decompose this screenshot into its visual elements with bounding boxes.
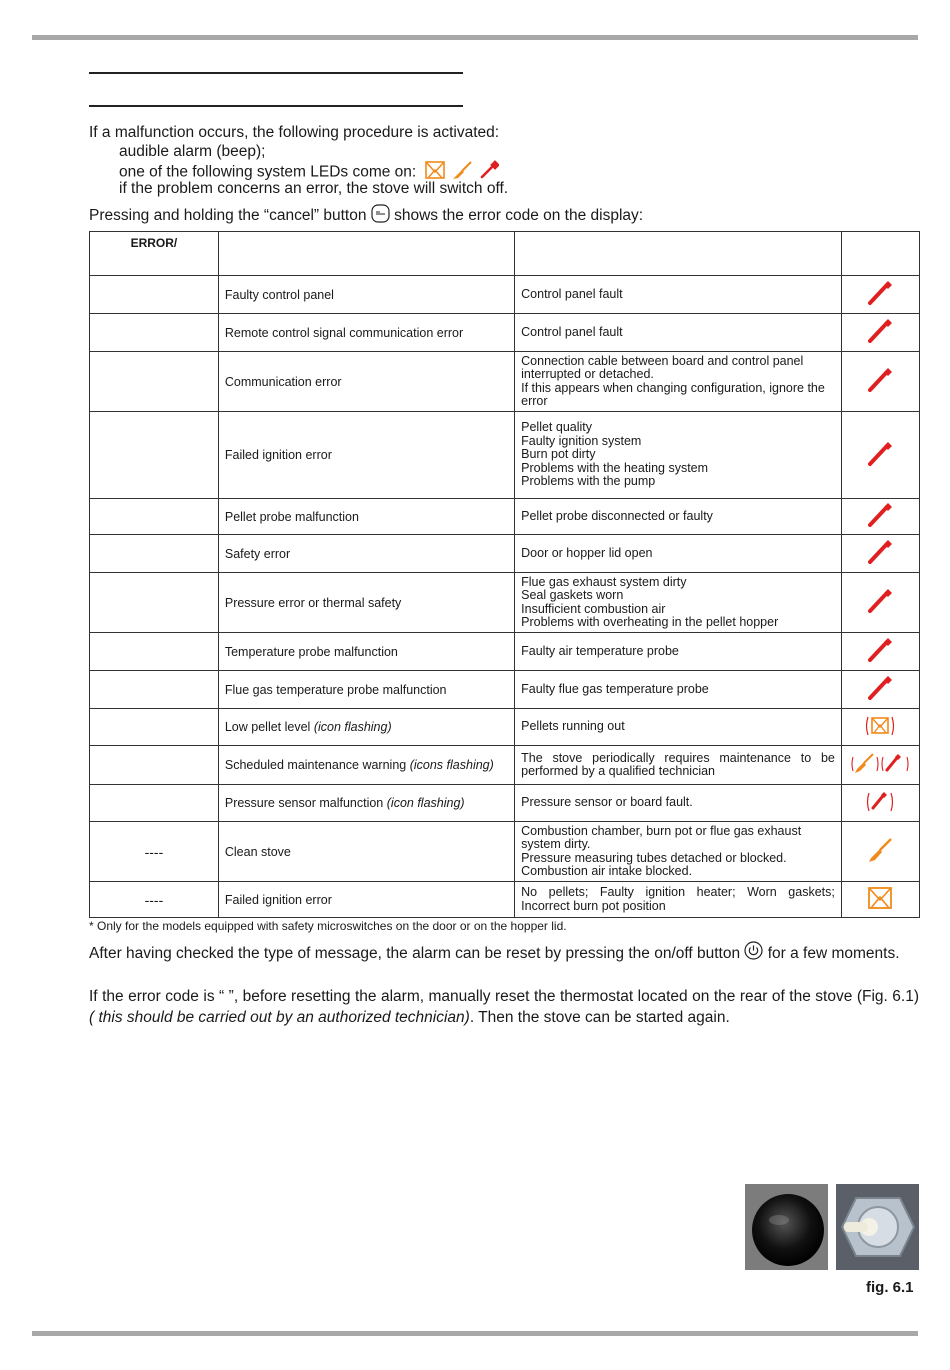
table-row (90, 352, 920, 412)
table-row (90, 633, 920, 671)
cancel-line: Pressing and holding the “cancel” button shows the error code on the display: (89, 204, 643, 228)
header-led (841, 232, 919, 276)
error-cause: Pressure sensor or board fault. (515, 785, 842, 822)
error-code (90, 276, 219, 314)
power-button-icon (744, 941, 763, 967)
error-cause: Control panel fault (515, 276, 842, 314)
table-row (90, 535, 920, 573)
bullet-switch-off: if the problem concerns an error, the stove will switch off. (119, 180, 509, 197)
wrench-icon (841, 535, 919, 573)
error-description: Faulty control panel (218, 276, 514, 314)
table-row (90, 822, 920, 882)
wrench-icon (841, 276, 919, 314)
error-cause: Flue gas exhaust system dirty Seal gaskets worn Insufficient combustion air Problems with overheating in the pellet hopper (515, 573, 842, 633)
heading-rule-2 (89, 105, 463, 107)
error-cause: Faulty air temperature probe (515, 633, 842, 671)
error-cause: Control panel fault (515, 314, 842, 352)
table-row (90, 671, 920, 709)
bottom-divider (32, 1331, 918, 1336)
broom-icon (841, 822, 919, 882)
error-cause: The stove periodically requires maintenance to be performed by a qualified technician (515, 746, 842, 785)
wrench-icon (841, 412, 919, 499)
error-cause: Pellet probe disconnected or faulty (515, 499, 842, 535)
thermostat-uncovered-photo (836, 1184, 919, 1270)
error-cause: Pellet quality Faulty ignition system Burn pot dirty Problems with the heating system Problems with the pump (515, 412, 842, 499)
error-description: Safety error (218, 535, 514, 573)
error-description: Failed ignition error (218, 412, 514, 499)
table-row (90, 412, 920, 499)
table-row (90, 499, 920, 535)
error-code (90, 352, 219, 412)
error-cause: Door or hopper lid open (515, 535, 842, 573)
pellet-flash-icon (841, 709, 919, 746)
error-code (90, 709, 219, 746)
error-description: Scheduled maintenance warning (icons flashing) (218, 746, 514, 785)
error-code (90, 499, 219, 535)
table-row (90, 785, 920, 822)
error-description: Pressure sensor malfunction (icon flashing) (218, 785, 514, 822)
bullet-beep: audible alarm (beep); (119, 143, 266, 160)
broom-wrench-flash-icon (841, 746, 919, 785)
error-description: Failed ignition error (218, 882, 514, 918)
error-description: Temperature probe malfunction (218, 633, 514, 671)
thermostat-paragraph: If the error code is “ ”, before resetting the alarm, manually reset the thermostat located on the rear of the stove (Fig. 6.1) ( this should be carried out by an authorized technician). Then the stove can be started again. (89, 988, 919, 1026)
wrench-icon (841, 633, 919, 671)
error-cause: Combustion chamber, burn pot or flue gas exhaust system dirty. Pressure measuring tubes detached or blocked. Combustion air intake blocked. (515, 822, 842, 882)
error-description: Flue gas temperature probe malfunction (218, 671, 514, 709)
cancel-button-icon (371, 204, 390, 228)
error-description: Communication error (218, 352, 514, 412)
error-code (90, 573, 219, 633)
error-description: Pellet probe malfunction (218, 499, 514, 535)
error-code: ---- (90, 822, 219, 882)
table-row (90, 709, 920, 746)
header-description (218, 232, 514, 276)
error-description: Clean stove (218, 822, 514, 882)
error-code (90, 314, 219, 352)
error-description: Remote control signal communication error (218, 314, 514, 352)
table-row (90, 746, 920, 785)
error-description: Low pellet level (icon flashing) (218, 709, 514, 746)
error-code (90, 633, 219, 671)
wrench-icon (841, 314, 919, 352)
intro-line: If a malfunction occurs, the following procedure is activated: (89, 124, 500, 141)
header-cause (515, 232, 842, 276)
wrench-flash-icon (841, 785, 919, 822)
table-row (90, 882, 920, 918)
wrench-icon (841, 352, 919, 412)
wrench-icon (841, 573, 919, 633)
table-row (90, 573, 920, 633)
thermostat-cap-photo (745, 1184, 828, 1270)
footnote: * Only for the models equipped with safety microswitches on the door or on the hopper lid. (89, 919, 567, 933)
error-code (90, 746, 219, 785)
error-code (90, 671, 219, 709)
reset-paragraph: After having checked the type of message, the alarm can be reset by pressing the on/off button for a few moments. (89, 941, 919, 967)
figure-caption: fig. 6.1 (866, 1279, 914, 1296)
wrench-icon (841, 671, 919, 709)
pellet-icon (841, 882, 919, 918)
header-error: ERROR/ (90, 232, 219, 276)
top-divider (32, 35, 918, 40)
error-code (90, 412, 219, 499)
error-cause: Connection cable between board and control panel interrupted or detached. If this appears when changing configuration, ignore the error (515, 352, 842, 412)
table-row (90, 314, 920, 352)
error-description: Pressure error or thermal safety (218, 573, 514, 633)
heading-rule-1 (89, 72, 463, 74)
error-table (89, 231, 920, 918)
error-code: ---- (90, 882, 219, 918)
wrench-icon (841, 499, 919, 535)
table-row (90, 276, 920, 314)
error-code (90, 785, 219, 822)
error-cause: No pellets; Faulty ignition heater; Worn gaskets; Incorrect burn pot position (515, 882, 842, 918)
error-cause: Faulty flue gas temperature probe (515, 671, 842, 709)
bullet-leds: one of the following system LEDs come on: (119, 160, 499, 185)
error-cause: Pellets running out (515, 709, 842, 746)
error-code (90, 535, 219, 573)
